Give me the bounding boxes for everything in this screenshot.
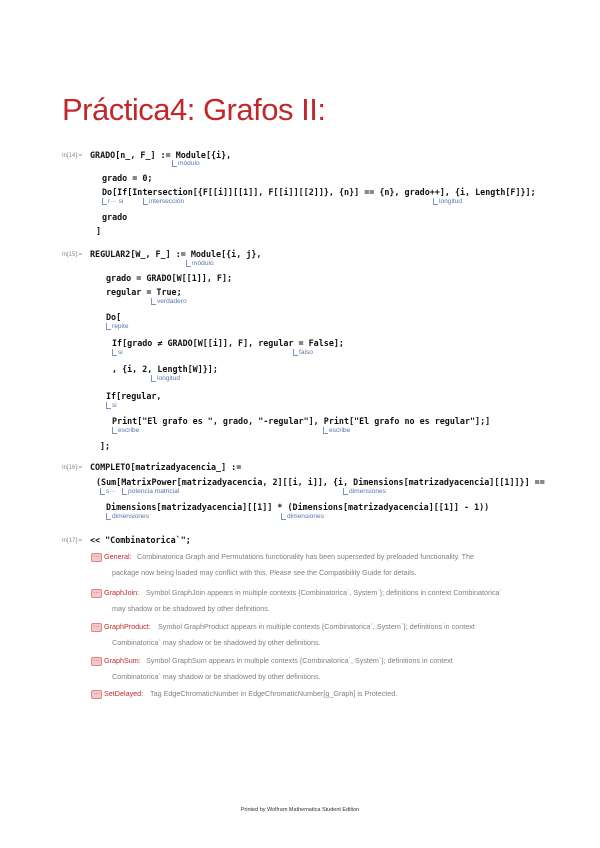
- code-annotation: si: [106, 402, 117, 409]
- code-line[interactable]: ];: [100, 441, 111, 451]
- code-annotation: falso: [293, 349, 313, 356]
- message-text: Combinatorica` may shadow or be shadowed by other definitions.: [112, 638, 321, 647]
- message-icon[interactable]: ···: [91, 553, 102, 562]
- code-line[interactable]: grado = GRADO[W[[1]], F];: [106, 273, 233, 283]
- message-name[interactable]: GraphJoin:: [104, 588, 140, 597]
- code-line[interactable]: << "Combinatorica`";: [90, 535, 191, 545]
- code-line[interactable]: grado: [102, 212, 128, 222]
- code-annotation: verdadero: [151, 298, 187, 305]
- code-annotation: dimensiones: [106, 513, 149, 520]
- footer-note: Printed by Wolfram Mathematica Student Edition: [240, 807, 360, 813]
- message-name[interactable]: General:: [104, 552, 132, 561]
- code-line[interactable]: Do[If[Intersection[{F[[i]][[1]], F[[i]][[2]]}, {n}] == {n}, grado++], {i, Length[F]}];: [102, 187, 536, 197]
- page-title: Práctica4: Grafos II:: [62, 92, 326, 127]
- message-icon[interactable]: ···: [91, 623, 102, 632]
- code-line[interactable]: GRADO[n_, F_] := Module[{i},: [90, 150, 232, 160]
- message-text: Symbol GraphProduct appears in multiple contexts {Combinatorica`, System`}; definitions in context: [158, 622, 475, 631]
- message-text: Combinatorica` may shadow or be shadowed by other definitions.: [112, 672, 321, 681]
- message-name[interactable]: SetDelayed:: [104, 689, 144, 698]
- message-text: Combinatorica Graph and Permutations functionality has been superseded by preloaded functionality. The: [137, 552, 474, 561]
- input-tag-14: In[14]:=: [62, 153, 83, 159]
- message-text: may shadow or be shadowed by other definitions.: [112, 604, 270, 613]
- message-text: Tag EdgeChromaticNumber in EdgeChromaticNumber[g_Graph] is Protected.: [150, 689, 398, 698]
- code-line[interactable]: REGULAR2[W_, F_] := Module[{i, j},: [90, 249, 262, 259]
- input-tag-15: In[15]:=: [62, 252, 83, 258]
- input-tag-16: In[16]:=: [62, 465, 83, 471]
- code-line[interactable]: If[regular,: [106, 391, 162, 401]
- code-annotation: escribe: [323, 427, 350, 434]
- code-line[interactable]: (Sum[MatrixPower[matrizadyacencia, 2][[i, i]], {i, Dimensions[matrizadyacencia][[1]]}] ==: [96, 477, 545, 487]
- code-annotation: intersección: [143, 198, 184, 205]
- code-annotation: repite: [106, 323, 129, 330]
- code-annotation: módulo: [186, 260, 214, 267]
- code-annotation: dimensiones: [343, 488, 386, 495]
- message-icon[interactable]: ···: [91, 589, 102, 598]
- code-annotation: s···: [100, 488, 116, 495]
- message-text: Symbol GraphSum appears in multiple contexts {Combinatorica`, System`}; definitions in context: [146, 656, 453, 665]
- code-line[interactable]: If[grado ≠ GRADO[W[[i]], F], regular = False];: [112, 338, 344, 348]
- code-annotation: potencia matricial: [122, 488, 179, 495]
- message-icon[interactable]: ···: [91, 657, 102, 666]
- message-icon[interactable]: ···: [91, 690, 102, 699]
- code-line[interactable]: Do[: [106, 312, 122, 322]
- code-line[interactable]: Print["El grafo es ", grado, "-regular"], Print["El grafo no es regular"];]: [112, 416, 491, 426]
- message-name[interactable]: GraphProduct:: [104, 622, 151, 631]
- input-tag-17: In[17]:=: [62, 538, 83, 544]
- message-name[interactable]: GraphSum:: [104, 656, 141, 665]
- code-line[interactable]: ]: [96, 226, 102, 236]
- code-line[interactable]: COMPLETO[matrizadyacencia_] :=: [90, 462, 242, 472]
- code-annotation: longitud: [433, 198, 462, 205]
- code-line[interactable]: regular = True;: [106, 287, 182, 297]
- code-line[interactable]: grado = 0;: [102, 173, 153, 183]
- code-annotation: longitud: [151, 375, 180, 382]
- code-annotation: r··· si: [102, 198, 123, 205]
- message-text: Symbol GraphJoin appears in multiple contexts {Combinatorica`, System`}; definitions in context Combinatorica`: [146, 588, 502, 597]
- code-line[interactable]: , {i, 2, Length[W]}];: [112, 364, 218, 374]
- code-annotation: módulo: [172, 160, 200, 167]
- code-annotation: dimensiones: [281, 513, 324, 520]
- code-line[interactable]: Dimensions[matrizadyacencia][[1]] * (Dimensions[matrizadyacencia][[1]] - 1)): [106, 502, 490, 512]
- message-text: package now being loaded may conflict with this. Please see the Compatibility Guide for details.: [112, 568, 417, 577]
- code-annotation: escribe: [112, 427, 139, 434]
- code-annotation: si: [112, 349, 123, 356]
